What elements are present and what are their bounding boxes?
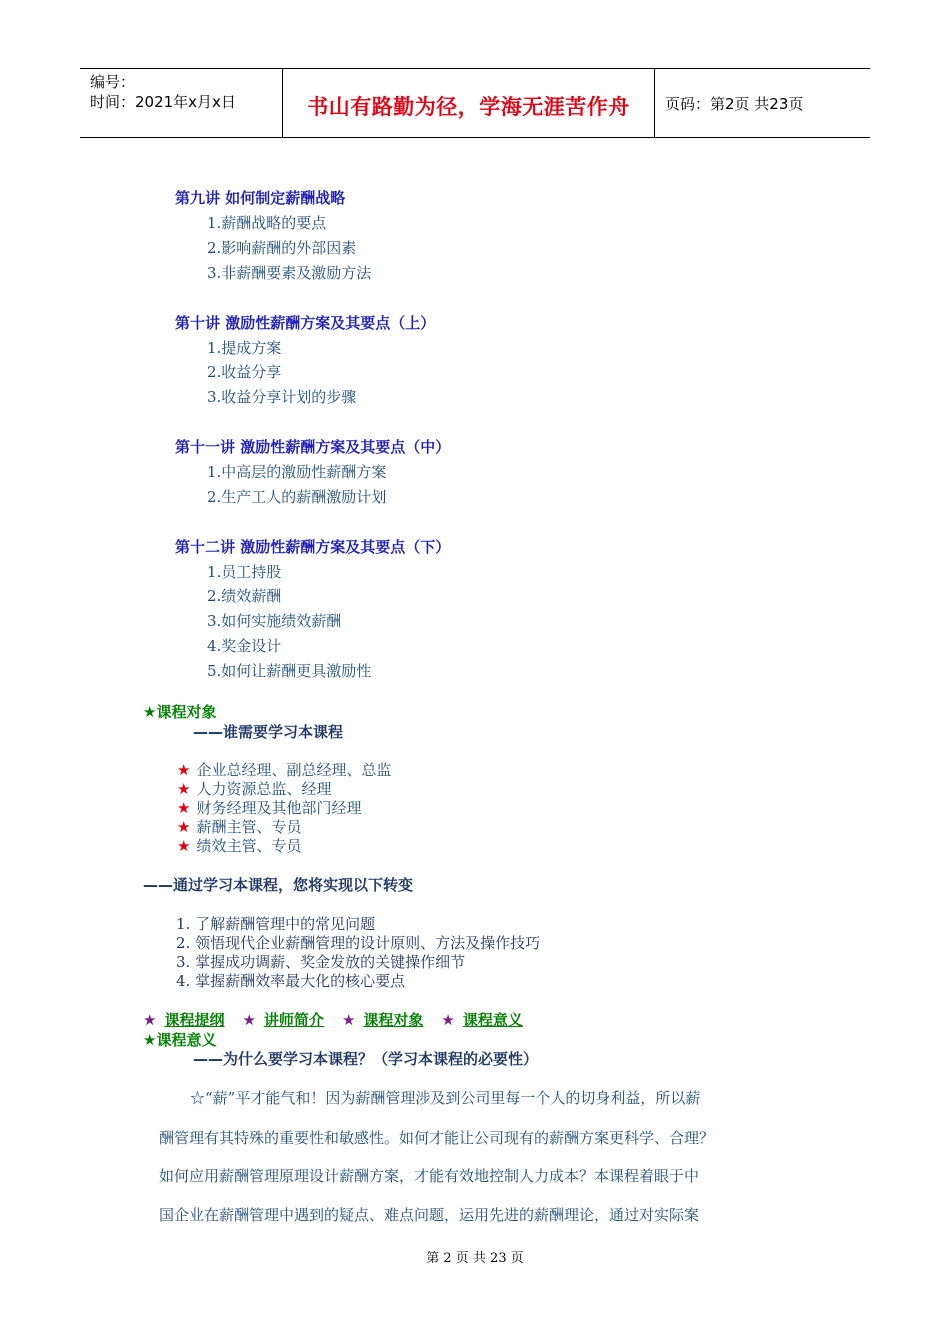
audience-heading: ★课程对象 — [143, 703, 217, 721]
star-icon: ★ — [177, 780, 191, 798]
serial-label: 编号： — [90, 73, 136, 91]
star-icon: ★ — [341, 1011, 356, 1029]
lecture-title: 第十二讲 激励性薪酬方案及其要点（下） — [175, 538, 451, 556]
audience-item: ★ 绩效主管、专员 — [177, 837, 302, 855]
star-icon: ★ — [177, 799, 191, 817]
header-center-cell — [283, 69, 655, 137]
nav-link-significance[interactable]: 课程意义 — [462, 1011, 523, 1029]
significance-heading: ★课程意义 — [143, 1031, 217, 1049]
star-icon: ★ — [177, 761, 191, 779]
lecture-item: 2.绩效薪酬 — [207, 587, 282, 605]
lecture-item: 5.如何让薪酬更具激励性 — [207, 662, 372, 680]
star-icon: ★ — [177, 837, 191, 855]
star-icon: ★ — [143, 1011, 157, 1029]
lecture-item: 3.如何实施绩效薪酬 — [207, 612, 342, 630]
lecture-item: 1.员工持股 — [207, 563, 282, 581]
paragraph-line: 国企业在薪酬管理中遇到的疑点、难点问题，运用先进的薪酬理论，通过对实际案 — [159, 1206, 700, 1224]
nav-link-audience[interactable]: 课程对象 — [363, 1011, 424, 1029]
transform-item: 2. 领悟现代企业薪酬管理的设计原则、方法及操作技巧 — [176, 934, 541, 952]
page-header — [80, 68, 870, 138]
lecture-item: 2.影响薪酬的外部因素 — [207, 239, 357, 257]
lecture-item: 2.收益分享 — [207, 363, 282, 381]
star-icon: ★ — [177, 818, 191, 836]
audience-item: ★ 人力资源总监、经理 — [177, 780, 332, 798]
date-label: 时间：2021年x月x日 — [90, 93, 236, 111]
lecture-item: 1.中高层的激励性薪酬方案 — [207, 463, 387, 481]
transform-item: 3. 掌握成功调薪、奖金发放的关键操作细节 — [176, 953, 466, 971]
lecture-item: 3.非薪酬要素及激励方法 — [207, 264, 372, 282]
paragraph-line: ☆“薪”平才能气和！因为薪酬管理涉及到公司里每一个人的切身利益，所以薪 — [190, 1089, 701, 1107]
lecture-item: 3.收益分享计划的步骤 — [207, 388, 357, 406]
header-left-cell — [80, 69, 283, 137]
audience-item: ★ 薪酬主管、专员 — [177, 818, 302, 836]
paragraph-line: 酬管理有其特殊的重要性和敏感性。如何才能让公司现有的薪酬方案更科学、合理？ — [159, 1129, 715, 1147]
page-info: 页码：第2页 共23页 — [665, 95, 804, 113]
lecture-item: 2.生产工人的薪酬激励计划 — [207, 488, 387, 506]
nav-link-instructor[interactable]: 讲师简介 — [263, 1011, 324, 1029]
audience-item: ★ 企业总经理、副总经理、总监 — [177, 761, 392, 779]
paragraph-line: 如何应用薪酬管理原理设计薪酬方案，才能有效地控制人力成本？本课程着眼于中 — [159, 1167, 700, 1185]
transform-item: 4. 掌握薪酬效率最大化的核心要点 — [176, 972, 406, 990]
lecture-title: 第十讲 激励性薪酬方案及其要点（上） — [175, 314, 436, 332]
course-nav — [143, 1009, 541, 1030]
page-footer: 第 2 页 共 23 页 — [426, 1251, 524, 1266]
nav-link-outline[interactable]: 课程提纲 — [164, 1011, 225, 1029]
lecture-title: 第十一讲 激励性薪酬方案及其要点（中） — [175, 438, 451, 456]
lecture-item: 4.奖金设计 — [207, 637, 282, 655]
star-icon: ★ — [242, 1011, 256, 1029]
significance-subheading: ——为什么要学习本课程？（学习本课程的必要性） — [193, 1050, 539, 1068]
star-icon: ★ — [441, 1011, 455, 1029]
header-motto: 书山有路勤为径，学海无涯苦作舟 — [307, 95, 630, 119]
audience-item: ★ 财务经理及其他部门经理 — [177, 799, 362, 817]
transform-heading: ——通过学习本课程，您将实现以下转变 — [143, 876, 414, 894]
lecture-title: 第九讲 如何制定薪酬战略 — [175, 189, 346, 207]
lecture-item: 1.薪酬战略的要点 — [207, 214, 327, 232]
lecture-item: 1.提成方案 — [207, 339, 282, 357]
header-right-cell — [655, 69, 870, 137]
audience-subheading: ——谁需要学习本课程 — [193, 723, 344, 741]
transform-item: 1. 了解薪酬管理中的常见问题 — [176, 915, 376, 933]
